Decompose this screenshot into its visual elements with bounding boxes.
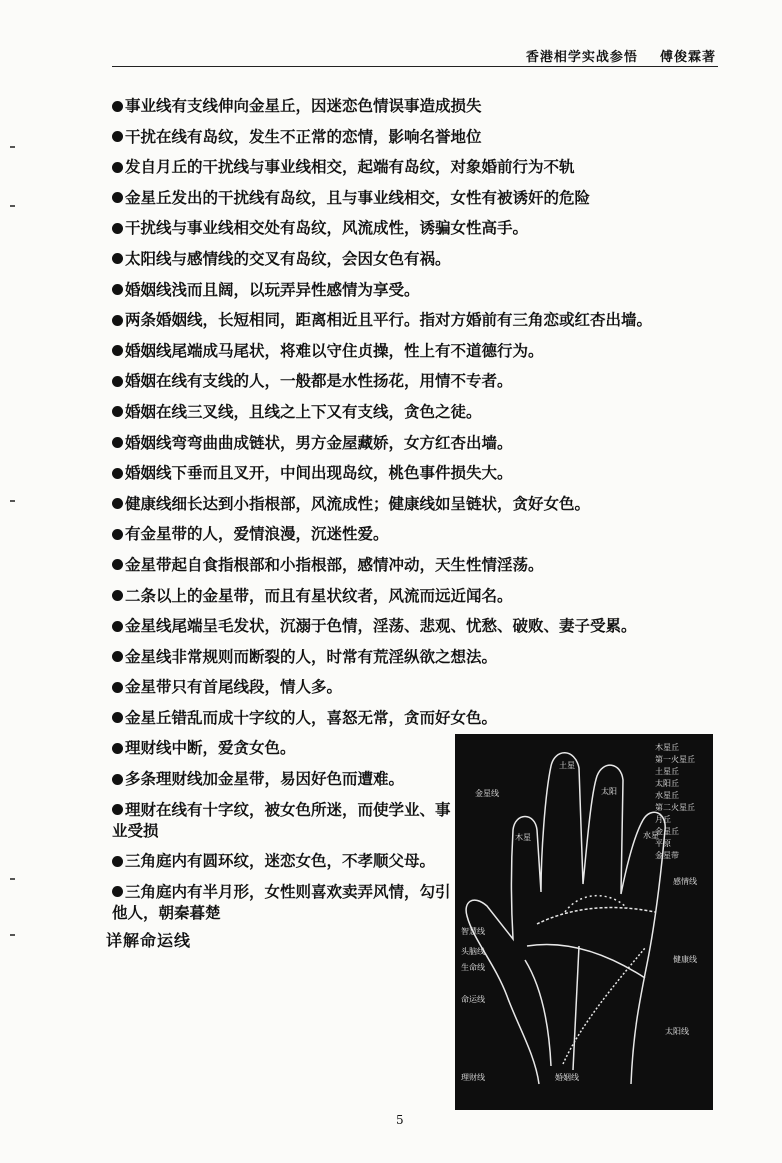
bullet-item: 事业线有支线伸向金星丘，因迷恋色情误事造成损失 xyxy=(112,95,722,116)
book-title: 香港相学实战参悟 xyxy=(525,50,638,65)
bullet-dot-icon xyxy=(112,437,123,448)
palm-health-line xyxy=(563,948,645,1064)
bullet-dot-icon xyxy=(112,559,123,570)
bullet-dot-icon xyxy=(112,468,123,479)
bullet-item: 有金星带的人，爱情浪漫，沉迷性爱。 xyxy=(112,523,722,544)
palm-label: 太阳线 xyxy=(665,1027,689,1036)
bullet-item: 婚姻在线有支线的人，一般都是水性扬花，用情不专者。 xyxy=(112,370,722,391)
palm-label: 命运线 xyxy=(461,995,485,1004)
palm-label: 智慧线 xyxy=(461,927,485,936)
bullet-item: 婚姻线弯弯曲曲成链状，男方金屋藏娇，女方红杏出墙。 xyxy=(112,432,722,453)
bullet-item: 三角庭内有半月形，女性则喜欢卖弄风情，勾引他人，朝秦暮楚 xyxy=(112,881,451,922)
bullet-dot-icon xyxy=(112,406,123,417)
bullet-dot-icon xyxy=(112,682,123,693)
scan-mark xyxy=(10,205,15,207)
palm-label: 感情线 xyxy=(673,877,697,886)
palm-label: 理财线 xyxy=(461,1073,485,1082)
bullet-dot-icon xyxy=(112,529,123,540)
bullet-item: 金星丘错乱而成十字纹的人，喜怒无常，贪而好女色。 xyxy=(112,707,722,728)
palm-head-line xyxy=(527,944,645,978)
bullet-dot-icon xyxy=(112,345,123,356)
bullet-item: 三角庭内有圆环纹，迷恋女色，不孝顺父母。 xyxy=(112,850,722,871)
bullet-dot-icon xyxy=(112,856,123,867)
palm-label: 土星 xyxy=(559,761,575,770)
bullet-dot-icon xyxy=(112,253,123,264)
palm-outline xyxy=(466,753,665,1084)
legend-label: 金星带 xyxy=(655,851,679,860)
palm-label: 木星 xyxy=(515,833,531,842)
bullet-item: 干扰在线有岛纹，发生不正常的恋情，影响名誉地位 xyxy=(112,126,722,147)
header-text xyxy=(526,46,716,65)
bullet-dot-icon xyxy=(112,223,123,234)
legend-label: 月丘 xyxy=(655,815,671,824)
palm-label: 生命线 xyxy=(461,963,485,972)
section-title: 详解命运线 xyxy=(106,931,192,950)
book-author: 傅俊霖著 xyxy=(659,50,716,65)
header-rule xyxy=(112,66,718,67)
bullet-dot-icon xyxy=(112,621,123,632)
legend-label: 土星丘 xyxy=(655,767,679,776)
bullet-item: 发自月丘的干扰线与事业线相交，起端有岛纹，对象婚前行为不轨 xyxy=(112,156,722,177)
legend-label: 第二火星丘 xyxy=(655,803,695,812)
bullet-item: 金星线非常规则而断裂的人，时常有荒淫纵欲之想法。 xyxy=(112,646,722,667)
bullet-dot-icon xyxy=(112,101,123,112)
page-number: 5 xyxy=(396,1113,404,1127)
bullet-dot-icon xyxy=(112,376,123,387)
scan-mark xyxy=(10,934,15,936)
legend-label: 第一火星丘 xyxy=(655,755,695,764)
bullet-item: 太阳线与感情线的交叉有岛纹，会因女色有祸。 xyxy=(112,248,722,269)
page-header xyxy=(112,46,718,66)
palm-drawing xyxy=(455,734,713,1110)
bullet-item: 婚姻线浅而且阔，以玩弄异性感情为享受。 xyxy=(112,279,722,300)
bullet-item: 两条婚姻线，长短相同，距离相近且平行。指对方婚前有三角恋或红杏出墙。 xyxy=(112,309,722,330)
bullet-dot-icon xyxy=(112,498,123,509)
bullet-item: 金星带只有首尾线段，情人多。 xyxy=(112,676,722,697)
bullet-dot-icon xyxy=(112,743,123,754)
palm-label: 水星 xyxy=(643,831,659,840)
bullet-dot-icon xyxy=(112,315,123,326)
bullet-dot-icon xyxy=(112,651,123,662)
bullet-item: 金星丘发出的干扰线有岛纹，且与事业线相交，女性有被诱奸的危险 xyxy=(112,187,722,208)
bullet-dot-icon xyxy=(112,712,123,723)
bullet-dot-icon xyxy=(112,192,123,203)
legend-label: 平原 xyxy=(655,839,671,848)
palm-label: 金星线 xyxy=(475,789,499,798)
bullet-item: 理财在线有十字纹，被女色所迷，而使学业、事业受损 xyxy=(112,799,451,840)
bullet-item: 多条理财线加金星带，易因好色而遭难。 xyxy=(112,768,722,789)
bullet-item: 金星带起自食指根部和小指根部，感情冲动，天生性情淫荡。 xyxy=(112,554,722,575)
bullet-dot-icon xyxy=(112,131,123,142)
bullet-item: 婚姻线下垂而且叉开，中间出现岛纹，桃色事件损失大。 xyxy=(112,462,722,483)
palm-fate-line xyxy=(573,946,579,1070)
bullet-dot-icon xyxy=(112,886,123,897)
bullet-item: 理财线中断，爱贪女色。 xyxy=(112,737,722,758)
bullet-item: 干扰线与事业线相交处有岛纹，风流成性，诱骗女性高手。 xyxy=(112,217,722,238)
bullet-item: 健康线细长达到小指根部，风流成性；健康线如呈链状，贪好女色。 xyxy=(112,493,722,514)
bullet-item: 婚姻在线三叉线，且线之上下又有支线，贪色之徒。 xyxy=(112,401,722,422)
bullet-dot-icon xyxy=(112,284,123,295)
legend-label: 金星丘 xyxy=(655,827,679,836)
bullet-dot-icon xyxy=(112,774,123,785)
legend-label: 木星丘 xyxy=(655,743,679,752)
bullet-dot-icon xyxy=(112,590,123,601)
palm-label: 婚姻线 xyxy=(555,1073,579,1082)
scan-mark xyxy=(10,146,15,148)
legend-label: 水星丘 xyxy=(655,791,679,800)
bullet-dot-icon xyxy=(112,804,123,815)
palm-heart-line xyxy=(537,908,655,924)
scan-mark xyxy=(10,878,15,880)
palm-venus-girdle xyxy=(565,896,627,912)
palm-figure xyxy=(455,734,713,1110)
palm-label: 头脑线 xyxy=(461,947,485,956)
scan-mark xyxy=(10,500,15,502)
bullet-item: 婚姻线尾端成马尾状，将难以守住贞操，性上有不道德行为。 xyxy=(112,340,722,361)
palm-label: 太阳 xyxy=(601,787,617,796)
bullet-item: 二条以上的金星带，而且有星状纹者，风流而远近闻名。 xyxy=(112,585,722,606)
palm-label: 健康线 xyxy=(673,955,697,964)
bullet-dot-icon xyxy=(112,162,123,173)
bullet-item: 金星线尾端呈毛发状，沉溺于色情，淫荡、悲观、忧愁、破败、妻子受累。 xyxy=(112,615,722,636)
legend-label: 太阳丘 xyxy=(655,779,679,788)
